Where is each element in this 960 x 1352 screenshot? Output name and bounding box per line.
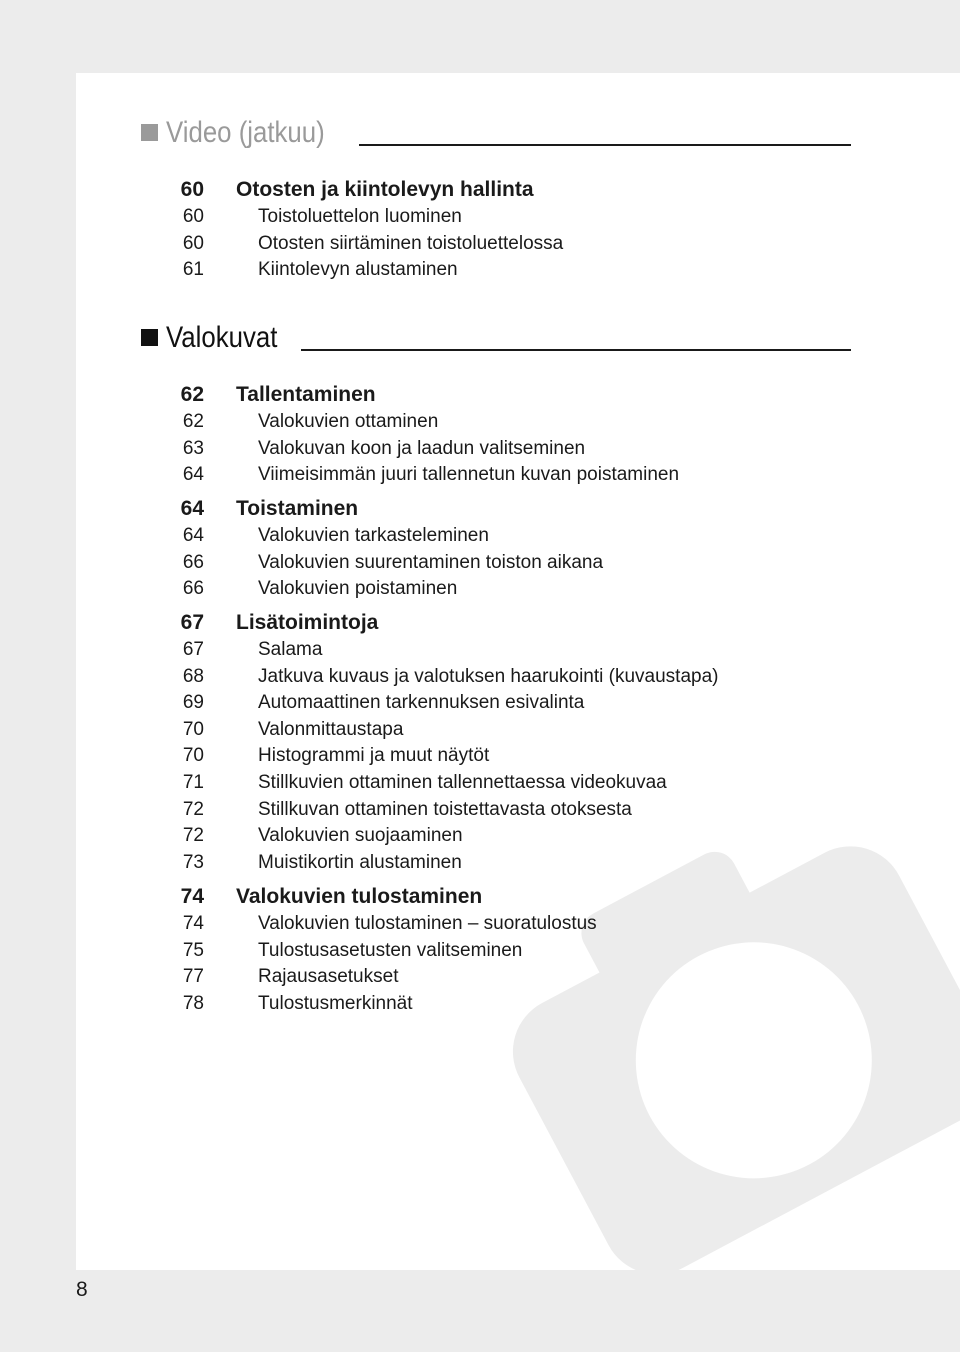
toc-entry[interactable]: [160, 257, 860, 284]
entry-title: Valokuvien tulostaminen – suoratulostus: [258, 913, 597, 934]
entry-title: Kiintolevyn alustaminen: [258, 259, 458, 281]
page-ref: 71: [182, 771, 204, 793]
page-ref: 62: [180, 383, 204, 406]
toc-main-entry[interactable]: [160, 496, 860, 523]
page-ref: 73: [182, 851, 204, 873]
page-ref: 62: [182, 411, 204, 432]
page-ref: 67: [182, 639, 204, 660]
entry-title: Valonmittaustapa: [258, 718, 404, 740]
page-ref: 68: [182, 665, 204, 687]
toc-main-entry[interactable]: [160, 382, 860, 409]
toc-entry[interactable]: [160, 964, 860, 991]
page-ref: 77: [182, 966, 204, 988]
section-heading-photos: [141, 321, 851, 361]
section-title: Valokuvat: [166, 321, 278, 354]
toc-entry[interactable]: [160, 770, 860, 797]
toc-entry[interactable]: [160, 717, 860, 744]
page-ref: 64: [180, 497, 204, 520]
toc-group: [160, 884, 860, 1017]
entry-title: Valokuvien tulostaminen: [236, 885, 483, 908]
page-ref: 64: [182, 464, 204, 486]
entry-title: Toistoluettelon luominen: [258, 206, 462, 227]
entry-title: Stillkuvan ottaminen toistettavasta otoksesta: [258, 798, 632, 820]
page-ref: 78: [182, 992, 204, 1014]
entry-title: Rajausasetukset: [258, 966, 399, 988]
page-ref: 66: [182, 551, 204, 573]
page-ref: 61: [182, 259, 204, 281]
page-ref: 75: [182, 939, 204, 961]
entry-title: Viimeisimmän juuri tallennetun kuvan poistaminen: [258, 464, 680, 486]
toc-entry[interactable]: [160, 231, 860, 258]
toc-entry[interactable]: [160, 204, 860, 231]
page-ref: 60: [182, 206, 204, 227]
toc-group: [160, 382, 860, 489]
toc-entry[interactable]: [160, 938, 860, 965]
entry-title: Valokuvien tarkasteleminen: [258, 525, 489, 546]
section-title: Video (jatkuu): [166, 116, 325, 149]
page-ref: 60: [182, 232, 204, 254]
entry-title: Valokuvan koon ja laadun valitseminen: [258, 437, 586, 459]
entry-title: Otosten ja kiintolevyn hallinta: [236, 178, 534, 201]
toc-entry[interactable]: [160, 743, 860, 770]
page-ref: 67: [180, 611, 204, 634]
toc-entry[interactable]: [160, 991, 860, 1018]
entry-title: Lisätoimintoja: [236, 611, 379, 634]
toc-entry[interactable]: [160, 850, 860, 877]
toc-main-entry[interactable]: [160, 884, 860, 911]
page-ref: 60: [180, 178, 204, 201]
toc-entry[interactable]: [160, 550, 860, 577]
toc-entry[interactable]: [160, 436, 860, 463]
page-ref: 63: [182, 437, 204, 459]
page-ref: 66: [182, 578, 204, 600]
page-ref: 69: [182, 692, 204, 714]
entry-title: Toistaminen: [236, 497, 359, 520]
toc-entry[interactable]: [160, 462, 860, 489]
entry-title: Otosten siirtäminen toistoluettelossa: [258, 232, 564, 254]
entry-title: Tallentaminen: [236, 383, 376, 406]
bullet-square-icon: [141, 329, 158, 346]
toc-entry[interactable]: [160, 797, 860, 824]
entry-title: Stillkuvien ottaminen tallennettaessa videokuvaa: [258, 771, 667, 793]
section-heading-video: [141, 116, 851, 156]
toc-group: [160, 496, 860, 603]
toc-entry[interactable]: [160, 664, 860, 691]
entry-title: Jatkuva kuvaus ja valotuksen haarukointi (kuvaustapa): [258, 665, 719, 687]
page-ref: 74: [182, 913, 204, 934]
entry-title: Valokuvien poistaminen: [258, 578, 458, 600]
entry-title: Valokuvien suojaaminen: [258, 825, 463, 847]
toc-main-entry[interactable]: [160, 610, 860, 637]
page-ref: 70: [182, 718, 204, 740]
page-ref: 72: [182, 825, 204, 847]
entry-title: Tulostusmerkinnät: [258, 992, 413, 1014]
toc-entry[interactable]: [160, 576, 860, 603]
toc-entry[interactable]: [160, 823, 860, 850]
page-ref: 64: [182, 525, 204, 546]
heading-rule: [301, 349, 851, 351]
entry-title: Tulostusasetusten valitseminen: [258, 939, 523, 961]
toc-group: [160, 177, 860, 284]
toc-entry[interactable]: [160, 523, 860, 550]
toc-entry[interactable]: [160, 690, 860, 717]
toc-entry[interactable]: [160, 409, 860, 436]
entry-title: Valokuvien ottaminen: [258, 411, 439, 432]
toc-entry[interactable]: [160, 911, 860, 938]
entry-title: Salama: [258, 639, 323, 660]
page-number: 8: [76, 1278, 88, 1301]
page-ref: 72: [182, 798, 204, 820]
toc-main-entry[interactable]: [160, 177, 860, 204]
toc-entry[interactable]: [160, 637, 860, 664]
toc-group: [160, 610, 860, 876]
heading-rule: [359, 144, 851, 146]
entry-title: Muistikortin alustaminen: [258, 851, 462, 873]
entry-title: Automaattinen tarkennuksen esivalinta: [258, 692, 585, 714]
entry-title: Histogrammi ja muut näytöt: [258, 745, 490, 767]
page-ref: 70: [182, 745, 204, 767]
page-ref: 74: [180, 885, 204, 908]
entry-title: Valokuvien suurentaminen toiston aikana: [258, 551, 604, 573]
bullet-square-icon: [141, 124, 158, 141]
